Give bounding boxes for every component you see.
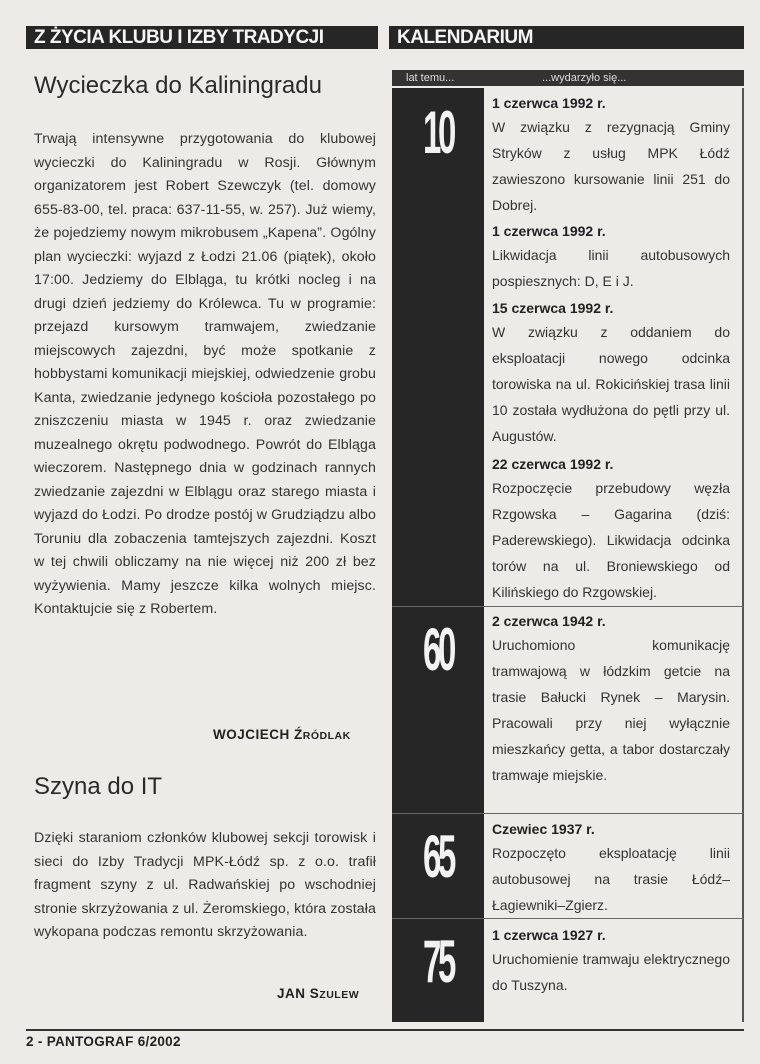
article-title: Szyna do IT	[34, 773, 163, 800]
calendar-event	[492, 297, 730, 449]
event-date: 15 czerwca 1992 r.	[492, 300, 614, 316]
years-ago-block	[392, 814, 484, 918]
author-first-name: JAN	[277, 986, 306, 1001]
author-last-initial: S	[309, 986, 320, 1001]
article-author	[213, 727, 351, 742]
years-ago-block	[392, 607, 484, 813]
article-title: Wycieczka do Kaliningradu	[34, 72, 322, 99]
section-header-right: KALENDARIUM	[389, 26, 744, 49]
event-text: Uruchomiono komunikację tramwajową w łódzkim getcie na trasie Bałucki Rynek – Marysin. Pracowali przy niej wyłącznie mieszkańcy getta, a tabor dostarczały tramwaje miejskie.	[492, 637, 730, 783]
footer-rule	[26, 1029, 744, 1031]
author-first-name: WOJCIECH	[213, 727, 290, 742]
event-date: 2 czerwca 1942 r.	[492, 613, 606, 629]
calendar-subheader	[392, 70, 744, 86]
article-body: Trwają intensywne przygotowania do klubowej wycieczki do Kaliningradu w Rosji. Głównym organizatorem jest Robert Szewczyk (tel. domowy 655-83-00, tel. praca: 637-11-55, w. 257). Już wiemy, że pojedziemy nowym mikrobusem „Kapena”. Ogólny plan wycieczki: wyjazd z Łodzi 21.06 (piątek), około 17:00. Jedziemy do Elbląga, tu krótki nocleg i na drugi dzień jedziemy do Królewca. Tu w programie: przejazd kursowym tramwajem, zwiedzanie miejscowych zajezdni, być może spotkanie z hobbystami komunikacji miejskiej, odwiedzenie grobu Kanta, zwiedzanie jedynego kościoła pozostałego po zniszczeniu miasta w 1945 r. oraz zwiedzanie muzealnego okrętu podwodnego. Powrót do Elbląga wieczorem. Następnego dnia w godzinach rannych zwiedzanie zajezdni w Elblągu oraz starego miasta i wyjazd do Łodzi. Po drodze postój w Grudziądzu albo Toruniu dla zobaczenia tamtejszych zajezdni. Koszt w tej chwili obliczamy na nie więcej niż 200 zł bez wyżywienia. Mamy jeszcze kilka wolnych miejsc. Kontaktujcie się z Robertem.	[34, 131, 376, 617]
event-date: 22 czerwca 1992 r.	[492, 456, 614, 472]
years-ago-block	[392, 919, 484, 1022]
event-text: W związku z oddaniem do eksploatacji nowego odcinka torowiska na ul. Rokicińskiej trasa linii 10 została wydłużona do pętli przy ul. Augustów.	[492, 324, 730, 444]
section-header-left: Z ŻYCIA KLUBU I IZBY TRADYCJI	[26, 26, 378, 49]
event-date: 1 czerwca 1927 r.	[492, 927, 606, 943]
event-text: Rozpoczęcie przebudowy węzła Rzgowska – Gagarina (dziś: Paderewskiego). Likwidacja odcinka torów na ul. Broniewskiego od Kilińskiego do Rzgowskiej.	[492, 480, 730, 600]
event-text: Uruchomienie tramwaju elektrycznego do Tuszyna.	[492, 951, 730, 993]
author-last-initial: Ź	[294, 727, 303, 742]
calendar-sub-right: ...wydarzyło się...	[542, 72, 627, 84]
event-text: Likwidacja linii autobusowych pospiesznych: D, E i J.	[492, 247, 730, 289]
calendar-event	[492, 453, 730, 605]
event-text: Rozpoczęto eksploatację linii autobusowej na trasie Łódź–Łagiewniki–Zgierz.	[492, 845, 730, 913]
calendar-event	[492, 818, 730, 918]
event-date: 1 czerwca 1992 r.	[492, 223, 606, 239]
event-date: Czewiec 1937 r.	[492, 821, 595, 837]
years-ago-number: 10	[422, 99, 454, 166]
event-date: 1 czerwca 1992 r.	[492, 95, 606, 111]
years-ago-number: 65	[422, 823, 454, 890]
years-ago-number: 60	[422, 616, 454, 683]
years-ago-number: 75	[422, 928, 454, 995]
article-author	[277, 986, 359, 1001]
calendar-event	[492, 92, 730, 218]
years-ago-block	[392, 88, 484, 606]
author-last-rest: ZULEW	[319, 989, 360, 1001]
event-text: W związku z rezygnacją Gminy Stryków z usług MPK Łódź zawieszono kursowanie linii 251 do Dobrej.	[492, 119, 730, 213]
calendar-sub-left: lat temu...	[406, 72, 455, 84]
calendar-event	[492, 924, 730, 998]
calendar-event	[492, 220, 730, 294]
author-last-rest: RÓDLAK	[302, 730, 351, 742]
page-footer: 2 - PANTOGRAF 6/2002	[26, 1034, 181, 1049]
calendar-event	[492, 610, 730, 788]
article-body: Dzięki staraniom członków klubowej sekcji torowisk i sieci do Izby Tradycji MPK-Łódź sp. z o.o. trafił fragment szyny z ul. Radwańskiej po wschodniej stronie skrzyżowania z ul. Żeromskiego, która została wykopana podczas remontu skrzyżowania.	[34, 830, 376, 940]
